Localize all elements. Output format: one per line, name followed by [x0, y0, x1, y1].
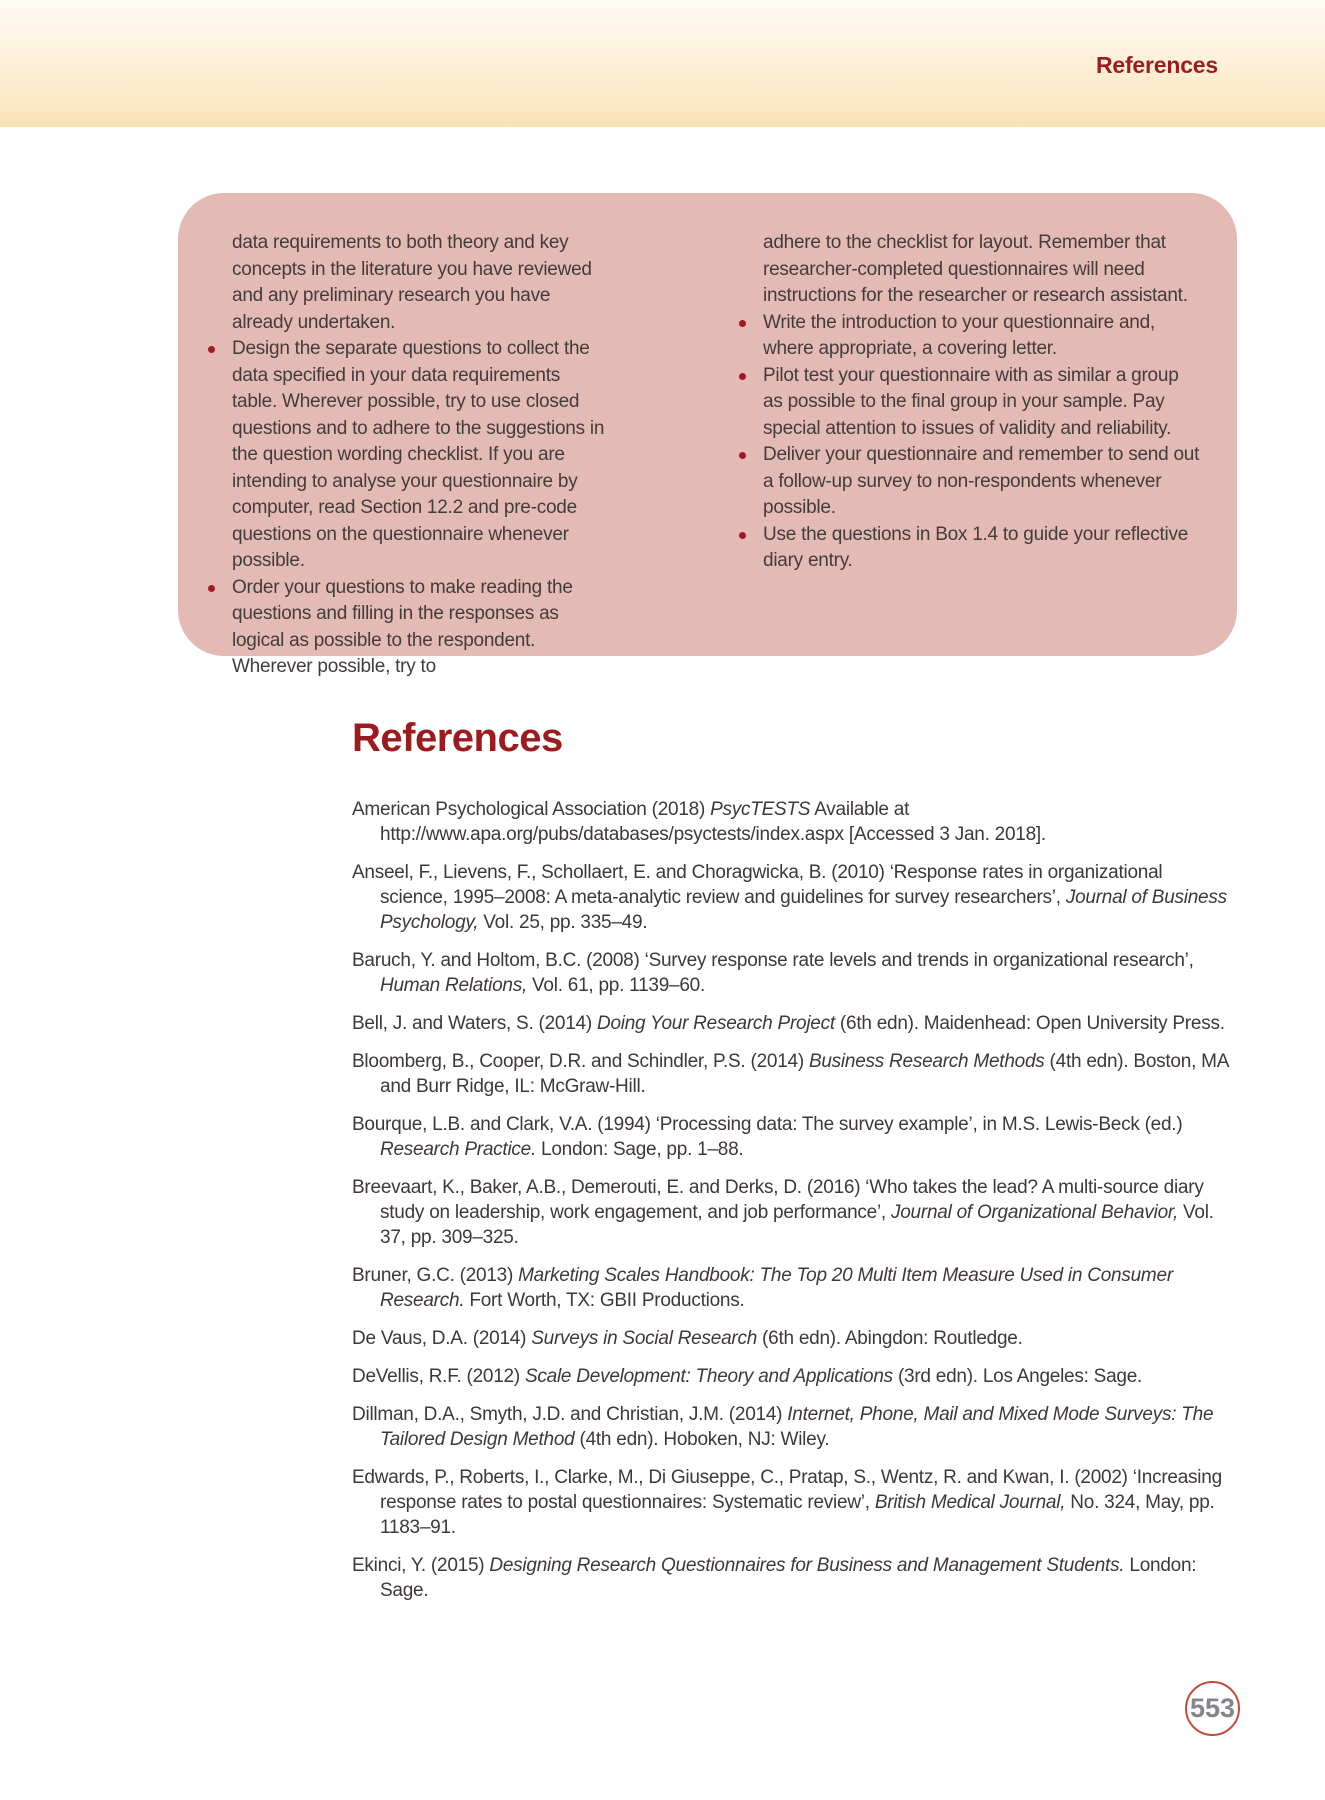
reference-title-italic: Journal of Organizational Behavior, [890, 1202, 1178, 1223]
reference-text: Vol. 25, pp. 335–49. [478, 912, 648, 933]
checklist-right-column [736, 230, 1203, 626]
reference-text: American Psychological Association (2018) [352, 799, 711, 820]
checklist-left-column [205, 230, 609, 677]
reference-title-italic: Surveys in Social Research [531, 1328, 758, 1349]
checklist-item-text: Order your questions to make reading the questions and filling in the responses as logical as possible to the respondent. Wherever possible, try to [232, 576, 573, 677]
checklist-item-text: Use the questions in Box 1.4 to guide your reflective diary entry. [763, 523, 1189, 571]
reference-entry [352, 1465, 1235, 1540]
running-head: References [1095, 52, 1218, 78]
checklist-item-text: adhere to the checklist for layout. Remember that researcher-completed questionnaires will need instructions for the researcher or research assistant. [763, 232, 1188, 306]
reference-text: Breevaart, K., Baker, A.B., Demerouti, E. and Derks, D. (2016) ‘Who takes the lead? A multi-source diary study on leadership, work engagement, and job performance’, [352, 1177, 1204, 1223]
reference-entry [352, 948, 1235, 998]
reference-title-italic: Research Practice. [380, 1139, 537, 1160]
checklist-box [178, 193, 1237, 677]
reference-text: Ekinci, Y. (2015) [352, 1555, 490, 1576]
reference-entry [352, 1049, 1235, 1099]
checklist-item [736, 230, 1203, 310]
reference-text: Fort Worth, TX: GBII Productions. [464, 1290, 745, 1311]
reference-entry [352, 1263, 1235, 1313]
reference-text: DeVellis, R.F. (2012) [352, 1366, 525, 1387]
reference-text: Anseel, F., Lievens, F., Schollaert, E. and Choragwicka, B. (2010) ‘Response rates in organizational science, 1995–2008: A meta-analytic review and guidelines for survey researchers’, [352, 862, 1163, 908]
checklist-item [736, 522, 1203, 575]
reference-entry [352, 860, 1235, 935]
reference-title-italic: British Medical Journal, [874, 1492, 1066, 1513]
bullet-dot-icon [736, 522, 763, 575]
bullet-dot-icon [736, 442, 763, 522]
page-number-badge [1185, 1681, 1240, 1736]
reference-title-italic: Doing Your Research Project [596, 1013, 835, 1034]
bullet-dot-icon [205, 336, 232, 575]
reference-text: Vol. 61, pp. 1139–60. [527, 975, 705, 996]
checklist-item [736, 363, 1203, 443]
checklist-item-text: Design the separate questions to collect the data specified in your data requirements table. Wherever possible, try to use closed questions and to adhere to the suggestions in the question wording checklist. If you are intending to analyse your questionnaire by computer, read Section 12.2 and pre-code questions on the questionnaire whenever possible. [232, 338, 605, 571]
reference-entry [352, 1175, 1235, 1250]
reference-text: Vol. 37, pp. 309–325. [380, 1202, 1214, 1248]
reference-text: Available at http://www.apa.org/pubs/databases/psyctests/index.aspx [Accessed 3 Jan. 2018]. [380, 799, 1046, 845]
bullet-dot-icon [736, 363, 763, 443]
reference-text: (4th edn). Boston, MA and Burr Ridge, IL: McGraw-Hill. [380, 1051, 1229, 1097]
checklist-item [736, 442, 1203, 522]
reference-text: Bruner, G.C. (2013) [352, 1265, 519, 1286]
reference-entry [352, 1326, 1235, 1351]
reference-entry [352, 1112, 1235, 1162]
checklist-item-text: Write the introduction to your questionnaire and, where appropriate, a covering letter. [763, 311, 1155, 359]
reference-title-italic: Human Relations, [380, 975, 528, 996]
section-title: References [352, 716, 563, 760]
reference-text: (6th edn). Abingdon: Routledge. [757, 1328, 1023, 1349]
bullet-dot-icon [205, 575, 232, 681]
checklist-item-text: Pilot test your questionnaire with as similar a group as possible to the final group in your sample. Pay special attention to issues of validity and reliability. [763, 364, 1179, 439]
reference-text: Baruch, Y. and Holtom, B.C. (2008) ‘Survey response rate levels and trends in organizational research’, [352, 950, 1194, 971]
checklist-item [205, 575, 609, 681]
checklist-item-text: data requirements to both theory and key concepts in the literature you have reviewed and any preliminary research you have already undertaken. [232, 232, 592, 333]
reference-text: Edwards, P., Roberts, I., Clarke, M., Di Giuseppe, C., Pratap, S., Wentz, R. and Kwan, I. (2002) ‘Increasing response rates to postal questionnaires: Systematic review’, [352, 1467, 1222, 1513]
reference-title-italic: PsycTESTS [710, 799, 811, 820]
reference-entry [352, 1364, 1235, 1389]
reference-title-italic: Scale Development: Theory and Applications [524, 1366, 893, 1387]
references-list [352, 797, 1235, 1603]
reference-entry [352, 1011, 1235, 1036]
reference-text: Dillman, D.A., Smyth, J.D. and Christian, J.M. (2014) [352, 1404, 788, 1425]
reference-title-italic: Marketing Scales Handbook: The Top 20 Multi Item Measure Used in Consumer Research. [380, 1265, 1173, 1311]
reference-title-italic: Business Research Methods [808, 1051, 1045, 1072]
reference-text: Bell, J. and Waters, S. (2014) [352, 1013, 597, 1034]
reference-title-italic: Journal of Business Psychology, [380, 887, 1227, 933]
checklist-item-text: Deliver your questionnaire and remember to send out a follow-up survey to non-respondents whenever possible. [763, 444, 1200, 518]
reference-entry [352, 797, 1235, 847]
reference-title-italic: Designing Research Questionnaires for Business and Management Students. [489, 1555, 1125, 1576]
checklist-item [205, 230, 609, 336]
reference-text: (3rd edn). Los Angeles: Sage. [892, 1366, 1143, 1387]
reference-text: De Vaus, D.A. (2014) [352, 1328, 532, 1349]
reference-title-italic: Internet, Phone, Mail and Mixed Mode Surveys: The Tailored Design Method [380, 1404, 1214, 1450]
reference-entry [352, 1402, 1235, 1452]
reference-text: Bourque, L.B. and Clark, V.A. (1994) ‘Processing data: The survey example’, in M.S. Lewis-Beck (ed.) [352, 1114, 1183, 1135]
bullet-dot-icon [736, 310, 763, 363]
reference-text: (6th edn). Maidenhead: Open University Press. [834, 1013, 1225, 1034]
reference-text: Bloomberg, B., Cooper, D.R. and Schindler, P.S. (2014) [352, 1051, 809, 1072]
reference-text: London: Sage, pp. 1–88. [536, 1139, 744, 1160]
references-section [352, 716, 1235, 1616]
page-number: 553 [1189, 1693, 1236, 1723]
reference-text: (4th edn). Hoboken, NJ: Wiley. [574, 1429, 830, 1450]
checklist-item [736, 310, 1203, 363]
reference-text: No. 324, May, pp. 1183–91. [380, 1492, 1215, 1538]
bullet-spacer [736, 230, 763, 310]
reference-text: London: Sage. [380, 1555, 1197, 1601]
reference-entry [352, 1553, 1235, 1603]
checklist-item [205, 336, 609, 575]
page-header-band [0, 0, 1325, 127]
bullet-spacer [205, 230, 232, 336]
